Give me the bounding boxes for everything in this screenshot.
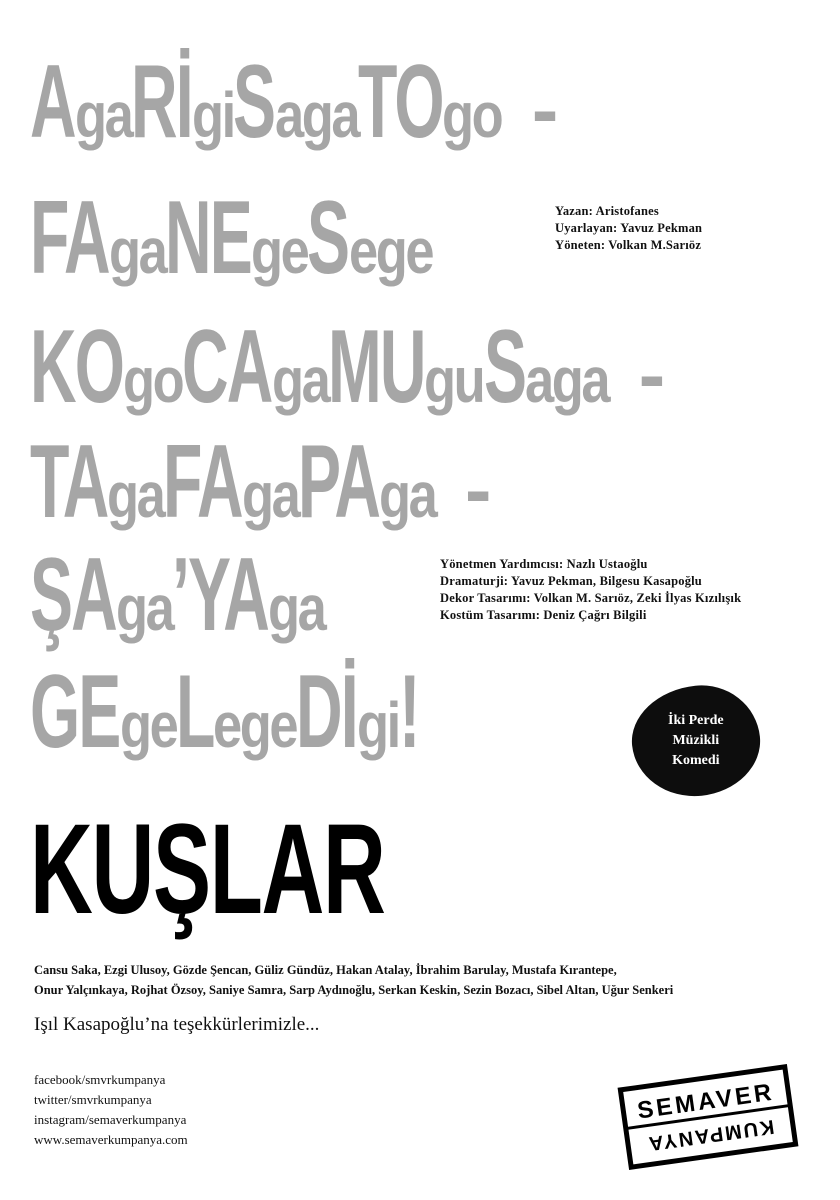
title-segment <box>130 44 234 160</box>
title-upper: A <box>30 44 75 160</box>
cast-list <box>34 960 814 1000</box>
title-upper: NE <box>164 180 251 296</box>
credit-adapter: Uyarlayan: Yavuz Pekman <box>555 221 703 235</box>
title-upper: TO <box>358 44 443 160</box>
badge-line-2: Müzikli <box>672 733 720 749</box>
title-lower: ga <box>116 572 173 644</box>
title-segment <box>30 537 173 653</box>
title-lower: ga <box>378 459 436 531</box>
title-upper: S <box>233 44 275 160</box>
title-segment <box>358 44 502 160</box>
cast-line-2: Onur Yalçınkaya, Rojhat Özsoy, Saniye Samra, Sarp Aydınoğlu, Serkan Keskin, Sezin Bozacı, Sibel Altan, Uğur Senkeri <box>34 983 674 997</box>
title-lower: ga <box>241 459 299 531</box>
title-lower: ga <box>74 79 132 151</box>
title-line-2 <box>30 180 432 296</box>
title-lower: ga <box>272 344 329 416</box>
title-segment <box>233 44 358 160</box>
genre-badge <box>627 680 766 803</box>
title-lower: go <box>442 79 502 151</box>
title-dash: - <box>531 65 556 154</box>
title-segment <box>398 654 419 770</box>
semaver-kumpanya-logo <box>617 1063 799 1170</box>
title-lower: aga <box>274 79 358 151</box>
title-lower: ga <box>108 215 165 287</box>
title-upper: Dİ <box>296 654 357 770</box>
title-upper: L <box>175 654 214 770</box>
title-segment <box>483 309 609 425</box>
title-upper: FA <box>163 424 243 540</box>
credit-writer: Yazan: Aristofanes <box>555 204 659 218</box>
credit-set-design: Dekor Tasarımı: Volkan M. Sarıöz, Zeki İlyas Kızılışık <box>440 591 742 605</box>
badge-line-3: Komedi <box>672 753 720 769</box>
title-upper: CA <box>182 309 272 425</box>
title-dash: - <box>638 330 663 419</box>
title-upper: MU <box>328 309 425 425</box>
title-upper: FA <box>30 180 109 296</box>
title-lower: ge <box>119 689 177 761</box>
title-line-3 <box>30 309 663 425</box>
credits-mid <box>440 556 741 624</box>
title-upper: S <box>483 309 525 425</box>
title-line-5 <box>30 537 325 653</box>
title-lower: gi <box>356 689 399 761</box>
main-title: KUŞLAR <box>30 798 385 941</box>
title-segment <box>182 309 329 425</box>
badge-text <box>668 711 724 771</box>
title-segment <box>30 44 132 160</box>
title-lower: aga <box>525 344 609 416</box>
website-link[interactable]: www.semaverkumpanya.com <box>34 1132 188 1147</box>
title-segment <box>30 424 164 540</box>
social-links <box>34 1070 188 1150</box>
title-line-4 <box>30 424 489 540</box>
title-upper: PA <box>298 424 380 540</box>
credit-assistant-director: Yönetmen Yardımcısı: Nazlı Ustaoğlu <box>440 557 648 571</box>
credit-director: Yöneten: Volkan M.Sarıöz <box>555 238 702 252</box>
instagram-link[interactable]: instagram/semaverkumpanya <box>34 1112 187 1127</box>
title-segment <box>30 309 183 425</box>
title-lower: ga <box>268 572 325 644</box>
title-segment <box>172 537 325 653</box>
title-lower: go <box>123 344 183 416</box>
title-segment <box>328 309 484 425</box>
title-upper: GE <box>30 654 120 770</box>
title-lower: ege <box>212 689 296 761</box>
title-lower: ge <box>250 215 308 287</box>
title-segment <box>30 654 177 770</box>
title-upper: KO <box>30 309 123 425</box>
title-segment <box>296 654 399 770</box>
title-line-1 <box>30 44 556 160</box>
title-segment <box>306 180 432 296</box>
credits-top <box>555 203 702 254</box>
title-segment <box>30 180 165 296</box>
title-segment <box>163 424 299 540</box>
title-lower: gu <box>424 344 484 416</box>
logo-bottom-text: KUMPANYA <box>645 1115 776 1155</box>
title-lower: gi <box>191 79 234 151</box>
facebook-link[interactable]: facebook/smvrkumpanya <box>34 1072 166 1087</box>
logo-top-text: SEMAVER <box>635 1078 777 1125</box>
title-segment <box>164 180 308 296</box>
credit-dramaturgy: Dramaturji: Yavuz Pekman, Bilgesu Kasapoğlu <box>440 574 702 588</box>
badge-line-1: İki Perde <box>668 713 724 729</box>
title-line-6 <box>30 654 419 770</box>
cast-line-1: Cansu Saka, Ezgi Ulusoy, Gözde Şencan, Güliz Gündüz, Hakan Atalay, İbrahim Barulay, Mustafa Kırantepe, <box>34 963 617 977</box>
credit-costume-design: Kostüm Tasarımı: Deniz Çağrı Bilgili <box>440 608 647 622</box>
title-dash: - <box>464 445 489 534</box>
title-lower: ege <box>348 215 432 287</box>
title-upper: ’YA <box>172 537 269 653</box>
title-lower: ga <box>107 459 164 531</box>
title-segment <box>175 654 296 770</box>
title-upper: ! <box>398 654 419 770</box>
title-upper: TA <box>30 424 108 540</box>
thanks-note: Işıl Kasapoğlu’na teşekkürlerimizle... <box>34 1014 320 1035</box>
twitter-link[interactable]: twitter/smvrkumpanya <box>34 1092 152 1107</box>
title-segment <box>298 424 436 540</box>
title-upper: S <box>306 180 349 296</box>
title-upper: ŞA <box>30 537 116 653</box>
title-upper: Rİ <box>130 44 192 160</box>
